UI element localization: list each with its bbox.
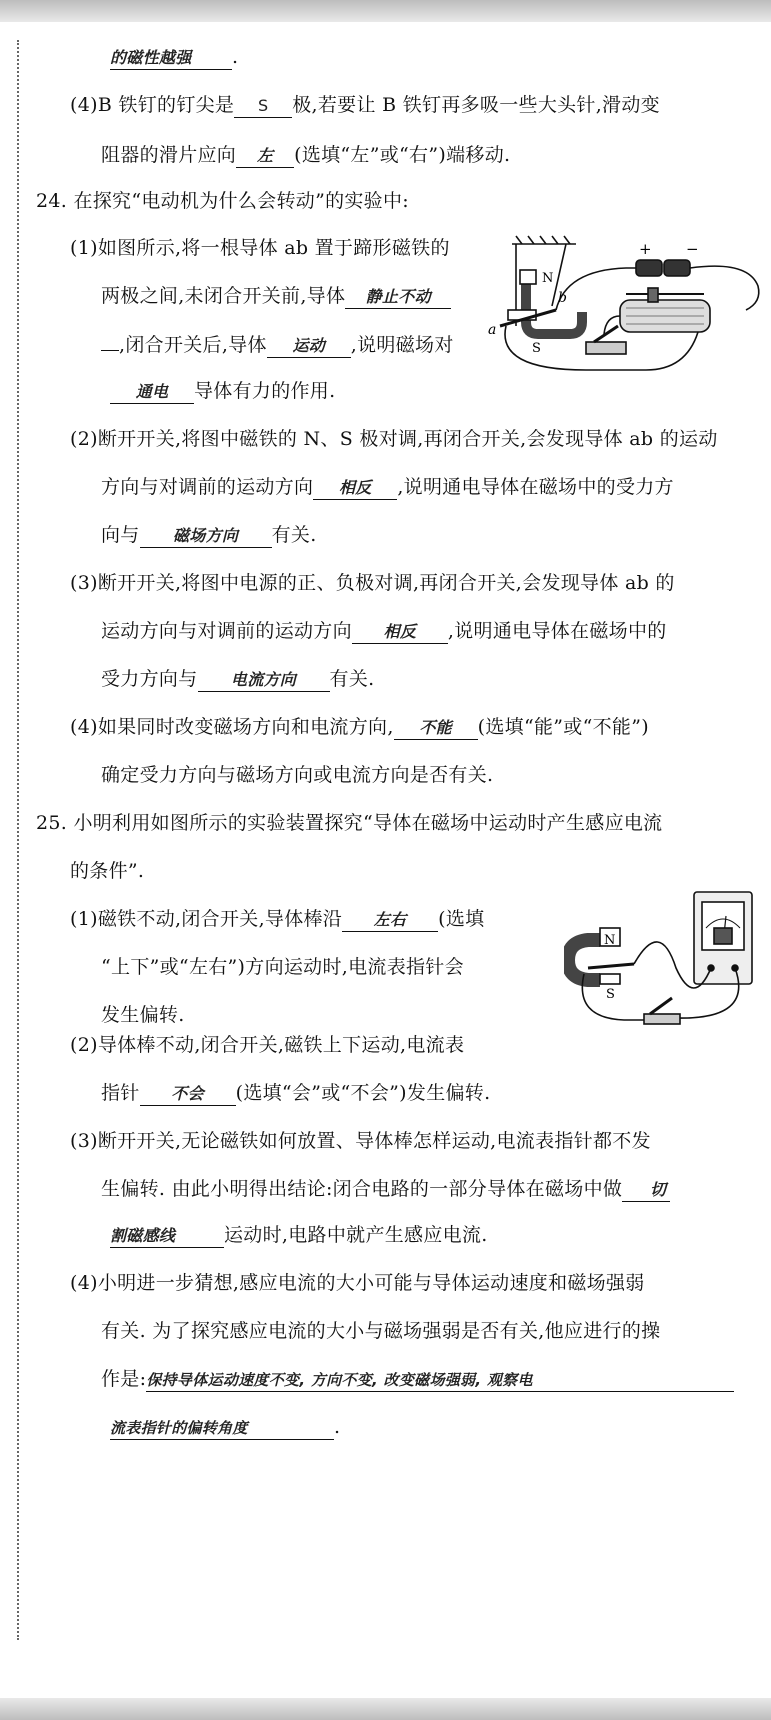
answer-blank: 左 bbox=[236, 145, 294, 168]
q24-4-line2: 确定受力方向与磁场方向或电流方向是否有关. bbox=[101, 764, 494, 786]
answer-blank: 保持导体运动速度不变, 方向不变, 改变磁场强弱, 观察电 bbox=[146, 1369, 734, 1392]
q25-title-line2: 的条件”. bbox=[70, 860, 145, 882]
q24-1-line1: (1)如图所示,将一根导体 ab 置于蹄形磁铁的 bbox=[70, 237, 450, 259]
q24-title: 24. 在探究“电动机为什么会转动”的实验中: bbox=[36, 190, 409, 212]
answer-blank: 通电 bbox=[110, 381, 194, 404]
answer-blank: 的磁性越强 bbox=[110, 47, 232, 70]
q25-2-line1: (2)导体棒不动,闭合开关,磁铁上下运动,电流表 bbox=[70, 1034, 465, 1056]
answer-blank: 不能 bbox=[394, 717, 478, 740]
north-label: N bbox=[542, 271, 554, 286]
q25-1-line1: (1)磁铁不动,闭合开关,导体棒沿 左右 (选填 bbox=[70, 908, 485, 930]
q24-1-line3: ,闭合开关后,导体 运动 ,说明磁场对 bbox=[101, 330, 454, 358]
q25-4-line2: 有关. 为了探究感应电流的大小与磁场强弱是否有关,他应进行的操 bbox=[101, 1320, 661, 1342]
q25-3-line1: (3)断开开关,无论磁铁如何放置、导体棒怎样运动,电流表指针都不发 bbox=[70, 1130, 651, 1152]
q25-title-line1: 25. 小明利用如图所示的实验装置探究“导体在磁场中运动时产生感应电流 bbox=[36, 812, 663, 834]
q25-2-line2: 指针 不会 (选填“会”或“不会”)发生偏转. bbox=[101, 1082, 491, 1104]
q24-1-line4: 通电 导体有力的作用. bbox=[110, 378, 335, 404]
induction-experiment-figure bbox=[564, 888, 764, 1038]
answer-blank: 不会 bbox=[140, 1083, 236, 1106]
q25-3-line3: 割磁感线 运动时,电路中就产生感应电流. bbox=[110, 1224, 488, 1246]
q24-3-line3: 受力方向与 电流方向 有关. bbox=[101, 668, 375, 690]
q25-4-line1: (4)小明进一步猜想,感应电流的大小可能与导体运动速度和磁场强弱 bbox=[70, 1272, 645, 1294]
rod-a-label: a bbox=[488, 322, 497, 338]
q24-2-line3: 向与 磁场方向 有关. bbox=[101, 524, 317, 546]
q24-2-line1: (2)断开开关,将图中磁铁的 N、S 极对调,再闭合开关,会发现导体 ab 的运动 bbox=[70, 428, 718, 450]
rod-b-label: b bbox=[558, 290, 567, 306]
answer-blank: S bbox=[234, 95, 292, 118]
q24-3-line1: (3)断开开关,将图中电源的正、负极对调,再闭合开关,会发现导体 ab 的 bbox=[70, 572, 675, 594]
q25-1-line3: 发生偏转. bbox=[101, 1004, 185, 1026]
q25-4-line4: 流表指针的偏转角度 . bbox=[110, 1416, 341, 1438]
q25-3-line2: 生偏转. 由此小明得出结论:闭合电路的一部分导体在磁场中做 切 bbox=[101, 1176, 670, 1202]
plus-label: + bbox=[639, 240, 652, 258]
answer-blank-cont bbox=[101, 330, 119, 351]
q24-4-line1: (4)如果同时改变磁场方向和电流方向, 不能 (选填“能”或“不能”) bbox=[70, 716, 649, 738]
q25-4-line3: 作是:保持导体运动速度不变, 方向不变, 改变磁场强弱, 观察电 bbox=[101, 1366, 734, 1392]
north-label: N bbox=[604, 933, 616, 948]
answer-blank: 静止不动 bbox=[345, 286, 451, 309]
margin-dotted-line bbox=[17, 40, 19, 1640]
q23-4-line1: (4)B 铁钉的钉尖是 S 极,若要让 B 铁钉再多吸一些大头针,滑动变 bbox=[70, 94, 660, 116]
answer-blank: 电流方向 bbox=[198, 669, 330, 692]
south-label: S bbox=[532, 341, 541, 356]
top-border bbox=[0, 0, 771, 22]
q24-1-line2: 两极之间,未闭合开关前,导体 静止不动 bbox=[101, 283, 451, 309]
answer-blank: 相反 bbox=[352, 621, 448, 644]
q25-1-line2: “上下”或“左右”)方向运动时,电流表指针会 bbox=[101, 956, 464, 978]
answer-blank: 割磁感线 bbox=[110, 1225, 224, 1248]
q23-3-continuation: 的磁性越强 . bbox=[110, 46, 239, 68]
q23-4-line2: 阻器的滑片应向 左 (选填“左”或“右”)端移动. bbox=[101, 144, 511, 166]
south-label: S bbox=[606, 987, 615, 1002]
answer-blank: 左右 bbox=[342, 909, 438, 932]
answer-blank: 切 bbox=[622, 1179, 670, 1202]
answer-blank: 运动 bbox=[267, 335, 351, 358]
answer-blank: 流表指针的偏转角度 bbox=[110, 1417, 334, 1440]
motor-experiment-figure bbox=[486, 230, 768, 378]
answer-blank: 相反 bbox=[313, 477, 397, 500]
q24-3-line2: 运动方向与对调前的运动方向 相反 ,说明通电导体在磁场中的 bbox=[101, 620, 667, 642]
bottom-border bbox=[0, 1698, 771, 1720]
minus-label: − bbox=[686, 240, 699, 258]
answer-blank: 磁场方向 bbox=[140, 525, 272, 548]
q24-2-line2: 方向与对调前的运动方向 相反 ,说明通电导体在磁场中的受力方 bbox=[101, 476, 674, 498]
